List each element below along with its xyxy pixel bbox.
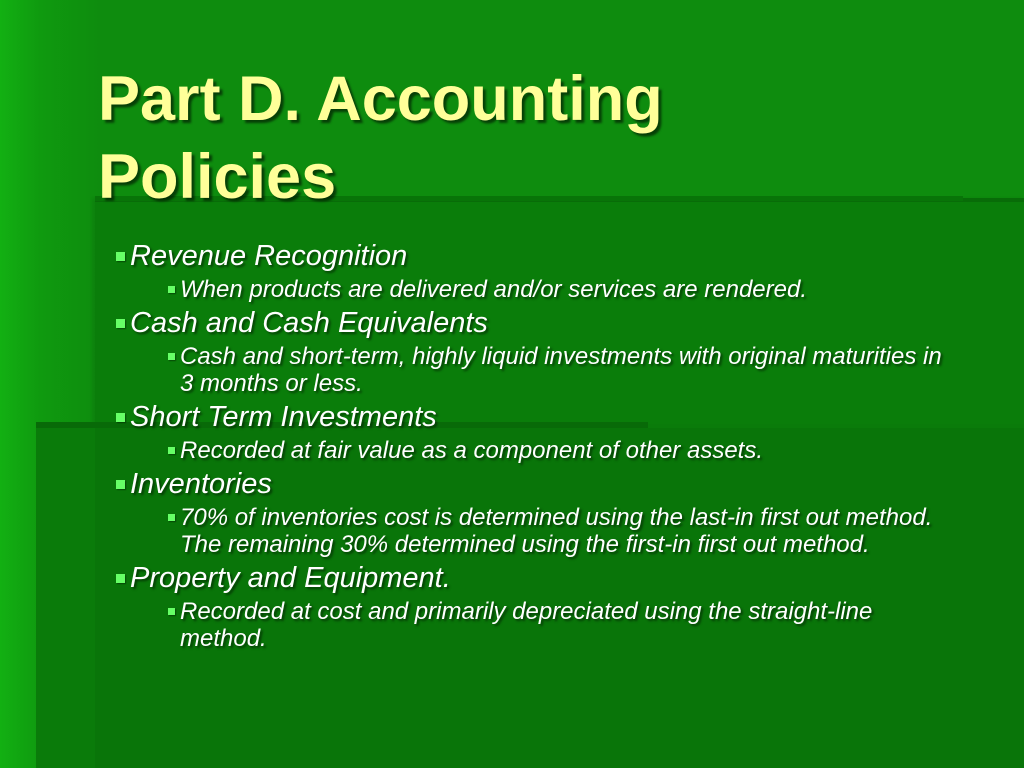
square-bullet-icon [116,252,125,261]
sub-bullet-property-equipment [110,598,950,652]
slide-title-line-1: Part D. Accounting [98,64,663,134]
sub-bullet-text: 70% of inventories cost is determined using the last-in first out method. The remaining 30% determined using the first-in first out method. [180,504,933,558]
sub-bullet-text: When products are delivered and/or services are rendered. [180,276,807,303]
bullet-property-equipment [110,560,950,596]
square-bullet-icon [168,353,175,360]
sub-bullet-revenue-recognition [110,276,950,303]
square-bullet-icon [116,480,125,489]
bullet-short-term-investments [110,399,950,435]
bullet-label: Short Term Investments [130,401,437,433]
bullet-list [110,238,950,654]
sub-bullet-text: Recorded at fair value as a component of other assets. [180,437,763,464]
square-bullet-icon [168,514,175,521]
bullet-label: Cash and Cash Equivalents [130,307,488,339]
sub-bullet-short-term-investments [110,437,950,464]
bullet-label: Property and Equipment. [130,562,451,594]
sub-bullet-cash-equivalents [110,343,950,397]
sub-bullet-text: Cash and short-term, highly liquid investments with original maturities in 3 months or less. [180,343,942,397]
bullet-revenue-recognition [110,238,950,274]
square-bullet-icon [116,413,125,422]
sub-bullet-inventories [110,504,950,558]
bullet-cash-equivalents [110,305,950,341]
slide-title-line-2: Policies [98,142,337,212]
square-bullet-icon [168,286,175,293]
bullet-label: Revenue Recognition [130,240,408,272]
bullet-label: Inventories [130,468,272,500]
sub-bullet-text: Recorded at cost and primarily depreciated using the straight-line method. [180,598,873,652]
square-bullet-icon [116,574,125,583]
square-bullet-icon [168,608,175,615]
square-bullet-icon [116,319,125,328]
slide-title [98,60,978,216]
bullet-inventories [110,466,950,502]
square-bullet-icon [168,447,175,454]
